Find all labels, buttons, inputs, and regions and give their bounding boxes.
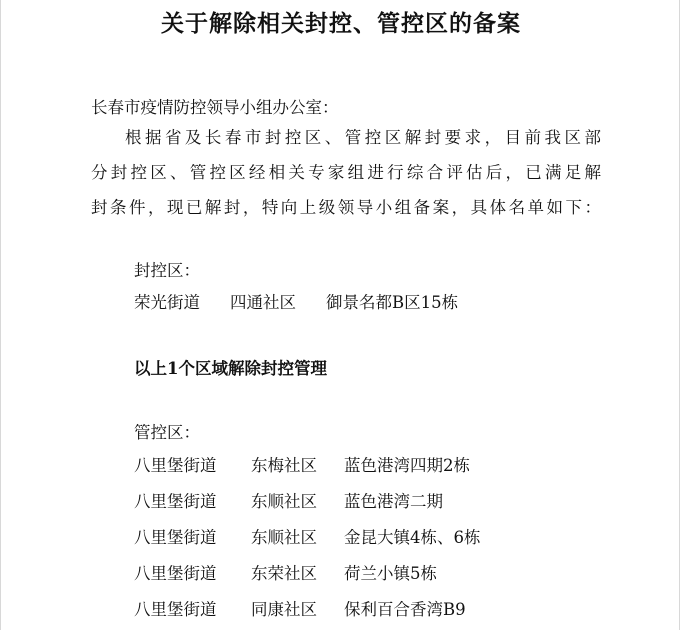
addressee: 长春市疫情防控领导小组办公室： [91,98,339,117]
street-name: 荣光街道 [134,293,200,312]
community-name: 东顺社区 [251,492,317,511]
location-name: 保利百合香湾B9 [344,600,466,619]
sealed-area-row [134,292,458,314]
body-line-3: 封条件，现已解封，特向上级领导小组备案，具体名单如下： [91,198,601,217]
street-name: 八里堡街道 [134,564,217,583]
street-name: 八里堡街道 [134,528,217,547]
sealed-area-heading: 封控区： [134,261,200,280]
community-name: 东荣社区 [251,564,317,583]
controlled-area-row [134,527,481,549]
controlled-area-row [134,599,466,621]
community-name: 同康社区 [251,600,317,619]
community-name: 东梅社区 [251,456,317,475]
sealed-summary: 以上1个区域解除封控管理 [134,359,327,378]
controlled-area-heading: 管控区： [134,423,200,442]
location-name: 金昆大镇4栋、6栋 [344,528,481,547]
location-name: 蓝色港湾二期 [344,492,443,511]
location-name: 御景名都B区15栋 [326,293,459,312]
controlled-area-row [134,455,470,477]
body-line-2: 分封控区、管控区经相关专家组进行综合评估后，已满足解 [91,163,601,182]
body-line-1: 根据省及长春市封控区、管控区解封要求，目前我区部 [125,128,601,147]
community-name: 四通社区 [230,293,296,312]
street-name: 八里堡街道 [134,456,217,475]
street-name: 八里堡街道 [134,492,217,511]
controlled-area-row [134,563,437,585]
location-name: 荷兰小镇5栋 [344,564,437,583]
controlled-area-row [134,491,443,513]
document-title: 关于解除相关封控、管控区的备案 [161,10,521,37]
community-name: 东顺社区 [251,528,317,547]
location-name: 蓝色港湾四期2栋 [344,456,470,475]
street-name: 八里堡街道 [134,600,217,619]
